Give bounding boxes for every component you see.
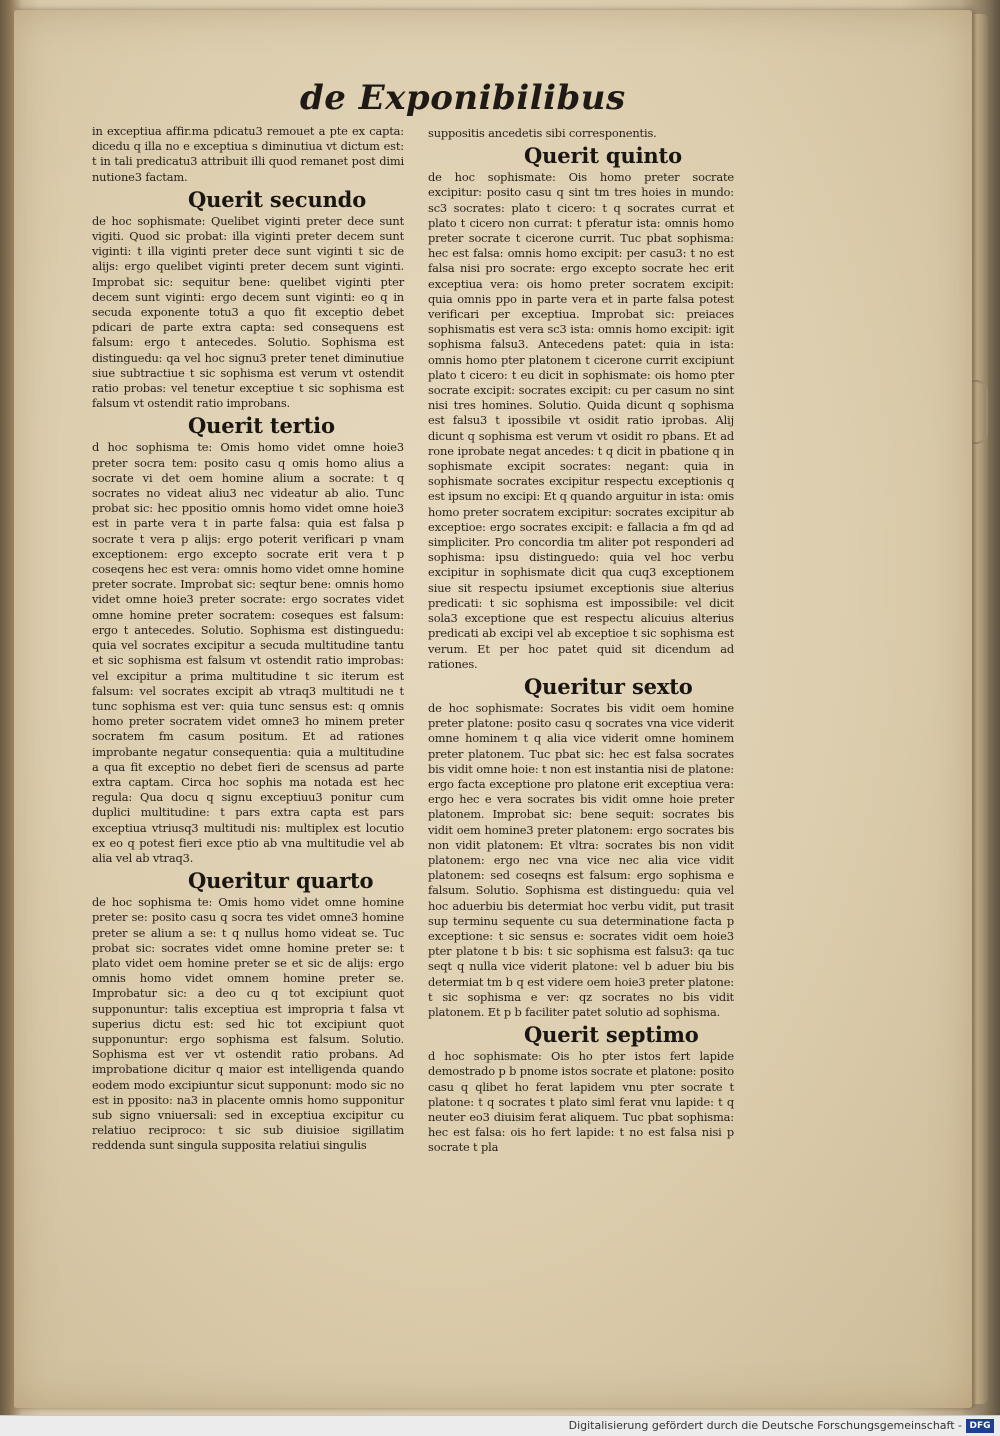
- running-title: de Exponibilibus: [300, 78, 626, 118]
- footer-bar: [0, 1415, 1000, 1436]
- funding-credit: Digitalisierung gefördert durch die Deutsche Forschungsgemeinschaft -: [568, 1419, 962, 1432]
- section-heading: Querit tertio: [188, 413, 335, 439]
- right-column: [428, 126, 734, 1155]
- paragraph: suppositis ancedetis sibi corresponentis.: [428, 126, 657, 140]
- paragraph: de hoc sophismate: Quelibet viginti preter dece sunt vigiti. Quod sic probat: illa viginti preter decem sunt viginti: t illa viginti preter dece sunt viginti t sic de alijs: ergo quelibet viginti preter decem sunt viginti. Improbat sic: sequitur bene: quelibet viginti pter decem sunt viginti: ergo decem sunt viginti: eo q in secuda exponente totu3 a quo fit exceptio debet pdicari de parte extra capta: sed consequens est falsum: ergo t antecedes. Solutio. Sophisma est distinguedu: qa vel hoc signu3 preter tenet diminutiue siue subtractiue t sic sophisma est verum vt ostendit ratio probas: vel tenetur exceptiue t sic sophisma est falsum vt ostendit ratio improbans.: [92, 213, 404, 411]
- paragraph: d hoc sophismate: Ois ho pter istos fert lapide demostrado p b pnome istos socrate et platone: posito casu q qlibet ho ferat lapidem vnu pter socrate t platone: t q socrates t plato siml ferat vnu lapide: t q neuter eo3 diuisim ferat aliquem. Tuc pbat sophisma: hec est falsa: ois ho fert lapide: t no est falsa nisi p socrate t pla: [428, 1049, 734, 1155]
- section-heading: Querit septimo: [524, 1022, 699, 1048]
- paragraph: de hoc sophisma te: Omis homo videt omne homine preter se: posito casu q socra tes videt omne3 homine preter se alium a se: t q nullus homo videat se. Tuc probat sic: socrates videt omne homine preter se: t plato videt oem homine preter se et sic de alijs: ergo omnis homo videt omnem homine preter se. Improbatur sic: a deo cu q tot excipiunt quot supponuntur: talis exceptiua est impropria t falsa vt superius dictu est: sed hic tot excipiunt quot supponuntur: ergo sophisma est falsum. Solutio. Sophisma est ver vt ostendit ratio probans. Ad improbatione dicitur q maior est intelligenda quando eodem modo excipiuntur sicut supponunt: modo sic no est in pposito: na3 in placente omnis homo supponitur sub signo vniuersali: sed in exceptiua excipitur cu relatiuo reciproco: t sic sub diuisioe sigillatim reddenda sunt singula supposita relatiui singulis: [92, 895, 404, 1153]
- dfg-logo: DFG: [966, 1419, 994, 1433]
- section-heading: Querit secundo: [188, 186, 367, 212]
- paragraph: de hoc sophismate: Socrates bis vidit oem homine preter platone: posito casu q socrates vna vice viderit omne hominem t q alia vice viderit omne hominem preter platonem. Tuc pbat sic: hec est falsa socrates bis vidit omne hoie: t non est instantia nisi de platone: ergo facta exceptione pro platone erit exceptiua vera: ergo hec e vera socrates bis vidit omne hoie preter platonem. Improbat sic: bene sequit: socrates bis vidit oem homine3 preter platonem: ergo socrates bis non vidit platonem: Et vltra: socrates bis non vidit platonem: ergo nec vna vice nec alia vice vidit platonem: sed coseqns est falsum: ergo sophisma e falsum. Solutio. Sophisma est distinguedu: quia vel hoc aduerbiu bis determiat hoc verbu vidit, put trasit sup terminu sequente cu sua determinatione facta p exceptione: t sic sensus e: socrates vidit oem hoie3 pter platone t b bis: t sic sophisma est falsu3: qa tuc seqt q nulla vice viderit platone: vel b aduer biu bis determiat tm b q est videre oem hoie3 preter platone: t sic sophisma e ver: qz socrates no bis vidit platonem. Et p b faciliter patet solutio ad sophisma.: [428, 700, 734, 1019]
- section-heading: Queritur sexto: [524, 673, 693, 699]
- paragraph: in exceptiua affir.ma pdicatu3 remouet a pte ex capta: dicedu q illa no e exceptiua s diminutiua vt dictum est: t in tali predicatu3 attribuit illi quod remanet post dimi nutione3 factam.: [92, 124, 404, 184]
- paragraph: de hoc sophismate: Ois homo preter socrate excipitur: posito casu q sint tm tres hoies in mundo: sc3 socrates: plato t cicero: t q socrates currat et plato t cicero non currat: t pferatur ista: omnis homo preter socrate t cicerone currit. Tuc pbat sophisma: hec est falsa: omnis homo excipit: per casu3: t no est falsa nisi pro socrate: ergo excepto socrate hec erit exceptiua vera: ois homo preter socratem excipit: quia omnis ppo in parte vera et in parte falsa potest verificari per exceptiua. Improbat sic: preiaces sophismatis est vera sc3 ista: omnis homo excipit: igit sophisma falsu3. Antecedens patet: quia in ista: omnis homo pter platonem t cicerone currit excipiunt plato t cicero: t eu dicit in sophismate: ois homo pter socrate excipit: socrates excipit: cu per casum no sint nisi tres homines. Solutio. Quida dicunt q sophisma est falsu3 t ipossibile vt osidit ratio iprobas. Alij dicunt q sophisma est verum vt osidit ro pbans. Et ad rone iprobate negat ancedes: t q dicit in pbatione q in sophismate excipit socrates: negant: quia in sophismate socrates excipitur respectu exceptionis q est ipsum no excipi: Et q quando arguitur in ista: omis homo preter socratem excipitur: socrates excipitur ab exceptioe: ergo socrates excipit: e fallacia a fm qd ad simpliciter. Pro concordia tm aliter pot responderi ad sophisma: ipsu distinguedo: quia vel hoc verbu excipitur in sophismate dicit qua cuq3 exceptionem siue sit respectu ipsiumet exceptionis siue alterius predicati: t sic sophisma est impossibile: vel dicit sola3 exceptione que est respectu alicuius alterius predicati ab excipi vel ab exceptioe t sic sophisma est verum. Et per hoc patet quid sit dicendum ad rationes.: [428, 170, 734, 671]
- left-column: [92, 124, 404, 1153]
- section-heading: Queritur quarto: [188, 868, 374, 894]
- paragraph: d hoc sophisma te: Omis homo videt omne hoie3 preter socra tem: posito casu q omis homo alius a socrate vi det oem homine alium a socrate: t q socrates no videat aliu3 nec videatur ab alio. Tunc probat sic: hec ppositio omnis homo videt omne hoie3 est in parte vera t in parte falsa: quia est falsa p socrate t vera p alijs: ergo poterit verificari p vnam exceptionem: ergo excepto socrate erit vera t p coseqens hec est vera: omnis homo videt omne homine preter socrate. Improbat sic: seqtur bene: omnis homo videt omne hoie3 preter socrate: ergo socrates videt omne homine preter socratem: coseques est falsum: ergo t antecedes. Solutio. Sophisma est distinguedu: quia vel socrates excipitur a secuda multitudine tantu et sic sophisma est falsum vt ostendit ratio improbas: vel excipitur a prima multitudine t sic iterum est falsum: vel socrates excipit ab vtraq3 multitudi ne t tunc sophisma est ver: quia tunc sensus est: q omnis homo preter socratem videt omne3 ho minem preter socratem fm casum positum. Et ad rationes improbante negatur consequentia: quia a multitudine a qua fit exceptio no debet fieri de scensus ad parte extra captam. Circa hoc sophis ma notada est hec regula: Qua docu q signu exceptiuu3 ponitur cum duplici multitudine: t pars extra capta est pars exceptiua vtriusq3 multitudi nis: multiplex est locutio ex eo q potest fieri exce ptio ab vna multitudie vel ab alia vel ab vtraq3.: [92, 440, 404, 865]
- section-heading: Querit quinto: [524, 143, 682, 169]
